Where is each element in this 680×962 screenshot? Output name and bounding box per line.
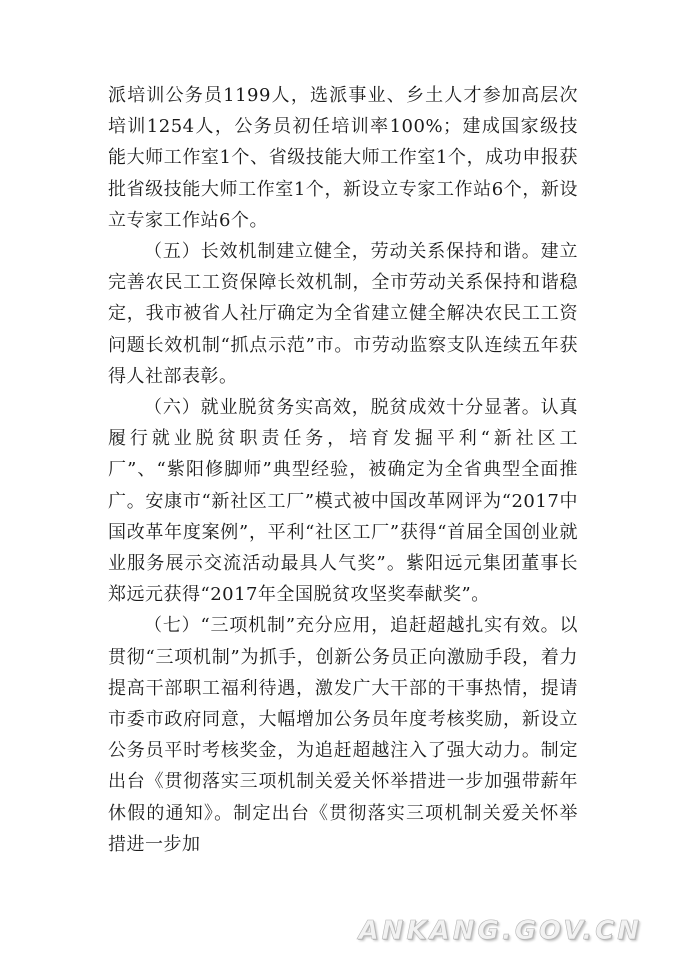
paragraph-1: 派培训公务员1199人，选派事业、乡土人才参加高层次培训1254人，公务员初任培训率100%；建成国家级技能大师工作室1个、省级技能大师工作室1个，成功申报获批省级技能大师工作室1个，新设立专家工作站6个，新设立专家工作站6个。 (108, 85, 578, 231)
paragraph-4-section-seven: （七）“三项机制”充分应用，追赶超越扎实有效。以贯彻“三项机制”为抓手，创新公务员正向激励手段，着力提高干部职工福利待遇，激发广大干部的干事热情，提请市委市政府同意，大幅增加公务员年度考核奖励，新设立公务员平时考核奖金，为追赶超越注入了强大动力。制定出台《贯彻落实三项机制关爱关怀举措进一步加强带薪年休假的通知》。制定出台《贯彻落实三项机制关爱关怀举措进一步加 (108, 615, 578, 855)
paragraph-3-section-six: （六）就业脱贫务实高效，脱贫成效十分显著。认真履行就业脱贫职责任务，培育发掘平利“新社区工厂”、“紫阳修脚师”典型经验，被确定为全省典型全面推广。安康市“新社区工厂”模式被中国改革网评为“2017中国改革年度案例”，平利“社区工厂”获得“首届全国创业就业服务展示交流活动最具人气奖”。紫阳远元集团董事长郑远元获得“2017年全国脱贫攻坚奖奉献奖”。 (108, 397, 578, 606)
paragraph-2-section-five: （五）长效机制建立健全，劳动关系保持和谐。建立完善农民工工资保障长效机制，全市劳动关系保持和谐稳定，我市被省人社厅确定为全省建立健全解决农民工工资问题长效机制“抓点示范”市。市劳动监察支队连续五年获得人社部表彰。 (108, 241, 578, 387)
document-body (108, 80, 578, 860)
site-watermark: ANKANG.GOV.CN (358, 916, 642, 946)
